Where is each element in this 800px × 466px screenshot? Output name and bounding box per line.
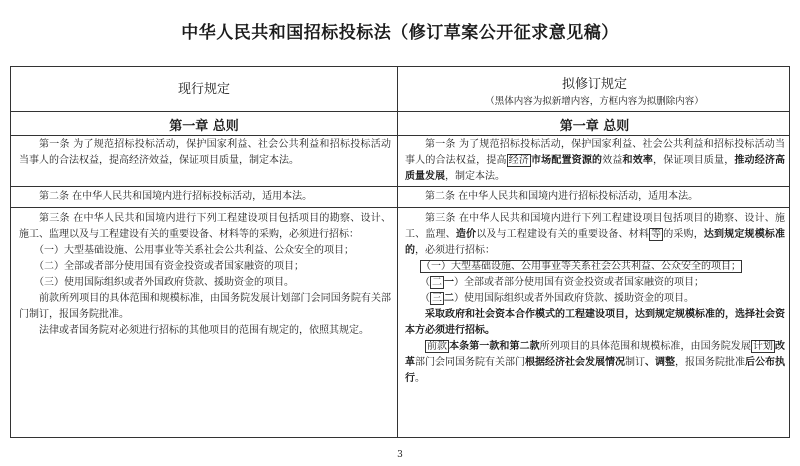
header-revised-note: （黑体内容为拟新增内容，方框内容为拟删除内容）	[485, 96, 704, 107]
row-divider	[11, 186, 789, 187]
deleted-text: 等	[651, 229, 662, 240]
right-article-3: 第三条 在中华人民共和国境内进行下列工程建设项目包括项目的勘察、设计、施工、监理、造价以及与工程建设有关的重要设备、材料 等 的采购，达到规定规模标准的，必须进行招标： （一）大型基础设施、公用事业等关系社会公共利益、公众安全的项目； （ 二 一）全部或者部分使用国有资金投资或者国家融资的项目； （ 三 二）使用国际组织或者外国政府贷款、援助资金的项目。 采取政府和社会资本合作模式的工程建设项目，达到规定规模标准的，选择社会资本方必须进行招标。 前款 本条第一款和第二款所列项目的具体范围和规模标准，由国务院发展 计划 改革部门会同国务院有关部门根据经济社会发展情况制订、调整，报国务院批准后公布执行。	[405, 213, 786, 384]
deleted-text: 二	[432, 277, 442, 288]
header-revised: 拟修订规定	[561, 77, 627, 92]
left-article-1: 第一条 为了规范招标投标活动，保护国家利益、社会公共利益和招标投标活动当事人的合法权益，提高经济效益，保证项目质量，制定本法。	[19, 139, 391, 166]
right-article-2: 第二条 在中华人民共和国境内进行招标投标活动，适用本法。	[425, 191, 699, 202]
row-divider	[11, 207, 789, 208]
page-number: 3	[397, 450, 403, 460]
document-title: 中华人民共和国招标投标法（修订草案公开征求意见稿）	[181, 23, 619, 43]
deleted-text: （一）大型基础设施、公用事业等关系社会公共利益、公众安全的项目；	[421, 261, 741, 272]
right-article-1: 第一条 为了规范招标投标活动，保护国家利益、社会公共利益和招标投标活动当事人的合法权益，提高 经济 市场配置资源的效益和效率，保证项目质量，推动经济高质量发展，制定本法。	[405, 139, 786, 182]
chapter-title-left: 第一章 总则	[169, 119, 239, 134]
left-article-3: 第三条 在中华人民共和国境内进行下列工程建设项目包括项目的勘察、设计、施工、监理以及与工程建设有关的重要设备、材料等的采购，必须进行招标： （一）大型基础设施、公用事业等关系社会公共利益、公众安全的项目； （二）全部或者部分使用国有资金投资或者国家融资的项目； （三）使用国际组织或者外国政府贷款、援助资金的项目。 前款所列项目的具体范围和规模标准，由国务院发展计划部门会同国务院有关部门制订，报国务院批准。 法律或者国务院对必须进行招标的其他项目的范围有规定的，依照其规定。	[19, 213, 391, 336]
row-divider	[11, 135, 789, 136]
header-current: 现行规定	[177, 82, 230, 97]
deleted-text: 经济	[508, 155, 530, 166]
deleted-text: 三	[432, 293, 442, 304]
deleted-text: 计划	[752, 341, 774, 352]
row-divider	[11, 111, 789, 112]
deleted-text: 前款	[427, 341, 448, 352]
chapter-title-right: 第一章 总则	[559, 119, 630, 134]
left-article-2: 第二条 在中华人民共和国境内进行招标投标活动，适用本法。	[39, 191, 313, 202]
comparison-table	[10, 66, 790, 438]
